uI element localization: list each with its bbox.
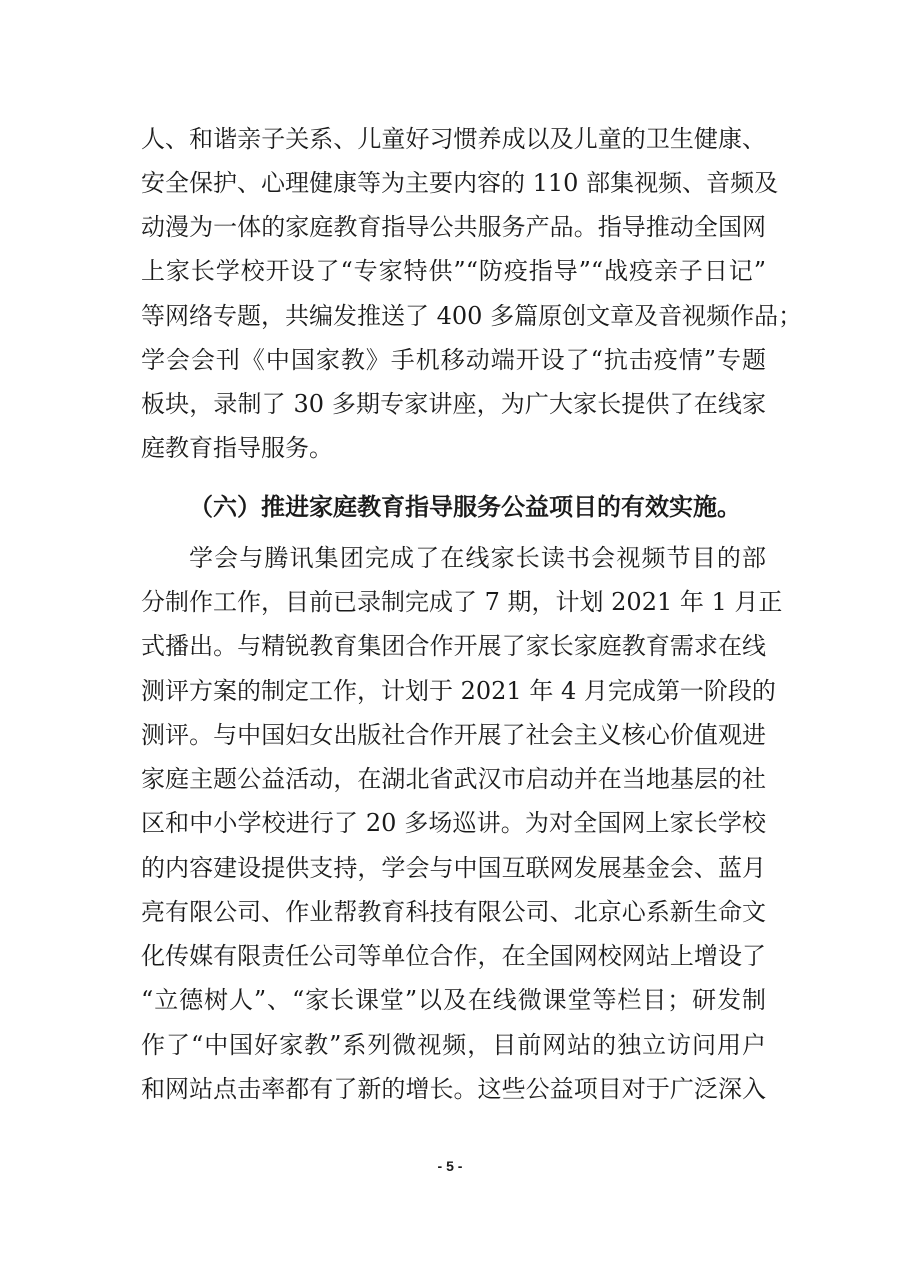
text-line: 作了“中国好家教”系列微视频，目前网站的独立访问用户	[141, 1031, 766, 1059]
text-line: 上家长学校开设了“专家特供”“防疫指导”“战疫亲子日记”	[141, 257, 766, 285]
text-line: 测评。与中国妇女出版社合作开展了社会主义核心价值观进	[141, 721, 766, 749]
text-line: 的内容建设提供支持，学会与中国互联网发展基金会、蓝月	[141, 854, 766, 882]
text-line: 分制作工作，目前已录制完成了 7 期，计划 2021 年 1 月正	[141, 588, 783, 616]
page-number: - 5 -	[437, 1158, 463, 1174]
text-line: 动漫为一体的家庭教育指导公共服务产品。指导推动全国网	[141, 213, 766, 241]
text-line: 安全保护、心理健康等为主要内容的 110 部集视频、音频及	[141, 169, 779, 197]
text-line: 和网站点击率都有了新的增长。这些公益项目对于广泛深入	[141, 1075, 766, 1103]
text-line: 区和中小学校进行了 20 多场巡讲。为对全国网上家长学校	[141, 809, 766, 837]
text-line: 等网络专题，共编发推送了 400 多篇原创文章及音视频作品；	[141, 302, 803, 330]
text-line: 家庭主题公益活动，在湖北省武汉市启动并在当地基层的社	[141, 765, 766, 793]
text-line: 亮有限公司、作业帮教育科技有限公司、北京心系新生命文	[141, 898, 766, 926]
text-line: 人、和谐亲子关系、儿童好习惯养成以及儿童的卫生健康、	[141, 125, 766, 153]
text-line: “立德树人”、“家长课堂”以及在线微课堂等栏目；研发制	[141, 986, 766, 1014]
section-heading: （六）推进家庭教育指导服务公益项目的有效实施。	[189, 492, 741, 521]
text-line: 式播出。与精锐教育集团合作开展了家长家庭教育需求在线	[141, 632, 766, 660]
text-line: 学会与腾讯集团完成了在线家长读书会视频节目的部	[189, 544, 766, 572]
text-line: 化传媒有限责任公司等单位合作，在全国网校网站上增设了	[141, 942, 766, 970]
text-line: 测评方案的制定工作，计划于 2021 年 4 月完成第一阶段的	[141, 677, 776, 705]
text-line: 庭教育指导服务。	[141, 434, 333, 462]
text-line: 学会会刊《中国家教》手机移动端开设了“抗击疫情”专题	[141, 346, 766, 374]
text-line: 板块，录制了 30 多期专家讲座，为广大家长提供了在线家	[141, 390, 766, 418]
